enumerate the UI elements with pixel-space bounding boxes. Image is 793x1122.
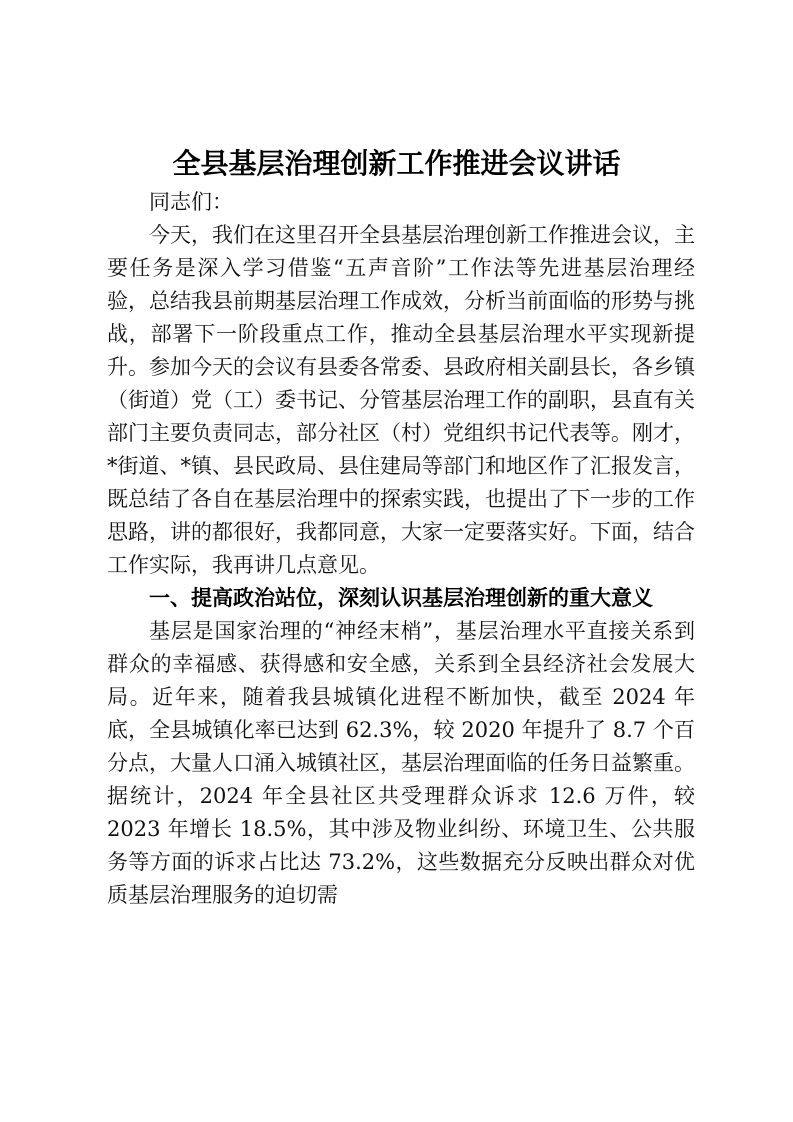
paragraph-significance: 基层是国家治理的“神经末梢”，基层治理水平直接关系到群众的幸福感、获得感和安全感，关系到全县经济社会发展大局。近年来，随着我县城镇化进程不断加快，截至 2024 年底，全县城镇化率已达到 62.3%，较 2020 年提升了 8.7 个百分点，大量人口涌入城镇社区，基层治理面临的任务日益繁重。据统计，2024 年全县社区共受理群众诉求 12.6 万件，较 2023 年增长 18.5%，其中涉及物业纠纷、环境卫生、公共服务等方面的诉求占比达 73.2%，这些数据充分反映出群众对优质基层治理服务的迫切需: [107, 619, 695, 907]
document-title: 全县基层治理创新工作推进会议讲话: [172, 147, 621, 180]
section-heading-1: 一、提高政治站位，深刻认识基层治理创新的重大意义: [149, 586, 653, 610]
salutation: 同志们：: [149, 190, 233, 214]
document-body: [107, 186, 695, 912]
paragraph-intro: 今天，我们在这里召开全县基层治理创新工作推进会议，主要任务是深入学习借鉴“五声音阶”工作法等先进基层治理经验，总结我县前期基层治理工作成效，分析当前面临的形势与挑战，部署下一阶段重点工作，推动全县基层治理水平实现新提升。参加今天的会议有县委各常委、县政府相关副县长，各乡镇（街道）党（工）委书记、分管基层治理工作的副职，县直有关部门主要负责同志，部分社区（村）党组织书记代表等。刚才，*街道、*镇、县民政局、县住建局等部门和地区作了汇报发言，既总结了各自在基层治理中的探索实践，也提出了下一步的工作思路，讲的都很好，我都同意，大家一定要落实好。下面，结合工作实际，我再讲几点意见。: [107, 223, 695, 577]
